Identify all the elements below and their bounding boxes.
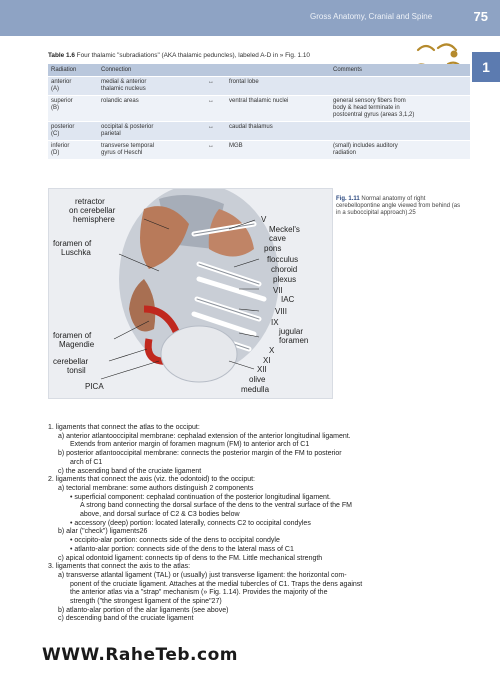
chapter-tab: 1 (472, 52, 500, 82)
label-foramen: foramen (279, 336, 309, 345)
cell-connection-from: transverse temporal gyrus of Heschl (98, 141, 196, 160)
cell-radiation: anterior (A) (48, 77, 98, 96)
figure-caption-text: Normal anatomy of right cerebellopontine angle viewed from behind (as in a suboccipital approach).25 (336, 196, 461, 216)
label-choroid: choroid (271, 265, 298, 274)
cell-connection-arrow: ↔ (196, 122, 226, 141)
cell-connection-from: occipital & posterior parietal (98, 122, 196, 141)
label-hemisphere: hemisphere (73, 215, 115, 224)
label-foramen-luschka-1: foramen of (53, 239, 92, 248)
ligament-list (48, 424, 468, 624)
cell-radiation: inferior (D) (48, 141, 98, 160)
list-item: 3. ligaments that connect the axis to the atlas: (48, 563, 191, 571)
label-on-cerebellar: on cerebellar (69, 206, 116, 215)
list-item: c) the ascending band of the cruciate ligament (58, 467, 202, 475)
list-item: Extends from anterior margin of foramen magnum (FM) to anterior arch of C1 (70, 441, 310, 449)
cell-comments (330, 122, 470, 141)
list-item: the anterior atlas via a "strap" mechanism (» Fig. 1.14). Provides the majority of the (70, 589, 328, 597)
list-item: 2. ligaments that connect the axis (viz. the odontoid) to the occiput: (48, 476, 256, 484)
cell-connection-arrow: ↔ (196, 77, 226, 96)
label-meckels: Meckel's (269, 225, 300, 234)
list-item: • atlanto-alar portion: connects side of the dens to the lateral mass of C1 (70, 545, 294, 553)
label-v: V (261, 215, 267, 224)
list-item: c) apical odontoid ligament: connects tip of dens to the FM. Little mechanical strength (58, 554, 323, 562)
cell-comments: (small) includes auditory radiation (330, 141, 470, 160)
list-item: a) tectorial membrane: some authors distinguish 2 components (58, 484, 254, 492)
list-item: a) transverse atlantal ligament (TAL) or (usually) just transverse ligament: the horizontal com- (58, 571, 347, 579)
label-foramen-magendie-1: foramen of (53, 331, 92, 340)
col-connection: Connection (98, 64, 196, 77)
label-xi: XI (263, 356, 271, 365)
label-flocculus: flocculus (267, 255, 299, 264)
label-jugular: jugular (279, 327, 304, 336)
list-item: b) atlanto-alar portion of the alar ligaments (see above) (58, 606, 229, 614)
list-item: A strong band connecting the dorsal surface of the dens to the ventral surface of the FM (80, 502, 352, 510)
cell-connection-from: rolandic areas (98, 96, 196, 122)
col-radiation: Radiation (48, 64, 98, 77)
cell-connection-to: MGB (226, 141, 330, 160)
list-item: ponent of the cruciate ligament. Attaches at the medial tubercles of C1. Traps the dens against (70, 580, 363, 588)
label-xii: XII (257, 365, 267, 374)
cell-connection-to: frontal lobe (226, 77, 330, 96)
list-item: above, and dorsal surface of C2 & C3 bodies below (80, 511, 240, 519)
thalamic-table (48, 52, 470, 159)
list-item: • superficial component: cephalad continuation of the posterior longitudinal ligament. (70, 493, 331, 501)
label-cave: cave (269, 234, 286, 243)
page-number: 75 (473, 9, 488, 24)
cell-radiation: posterior (C) (48, 122, 98, 141)
logo-text: RAHETEB (398, 96, 434, 102)
cell-comments (330, 77, 470, 96)
cell-radiation: superior (B) (48, 96, 98, 122)
list-item: b) alar ("check") ligaments26 (58, 528, 148, 536)
list-item: strength ("the strongest ligament of the spine"27) (70, 598, 222, 606)
page-header (0, 0, 500, 36)
figure-caption-label: Fig. 1.11 (336, 196, 360, 202)
cell-comments: general sensory fibers from body & head terminate in postcentral gyrus (areas 3,1,2) (330, 96, 470, 122)
label-cerebellar: cerebellar (53, 357, 89, 366)
label-foramen-magendie-2: Magendie (59, 340, 95, 349)
label-iac: IAC (281, 295, 295, 304)
cell-connection-to: ventral thalamic nuclei (226, 96, 330, 122)
label-plexus: plexus (273, 275, 297, 284)
table-row (48, 122, 470, 141)
label-x: X (269, 346, 275, 355)
label-pica: PICA (85, 382, 104, 391)
cell-connection-from: medial & anterior thalamic nucleus (98, 77, 196, 96)
anatomy-figure (48, 188, 333, 399)
label-vii: VII (273, 286, 283, 295)
label-ix: IX (271, 318, 279, 327)
list-item: b) posterior atlantooccipital membrane: connects the posterior margin of the FM to posterior (58, 450, 342, 458)
cell-connection-arrow: ↔ (196, 96, 226, 122)
list-item: a) anterior atlantooccipital membrane: cephalad extension of the anterior longitudinal ligament. (58, 432, 351, 440)
table-body (48, 77, 470, 160)
label-pons: pons (264, 244, 282, 253)
running-title: Gross Anatomy, Cranial and Spine (310, 12, 433, 21)
table-caption-label: Table 1.6 (48, 52, 75, 59)
list-item: arch of C1 (70, 458, 103, 466)
label-medulla: medulla (241, 385, 270, 394)
table-caption (48, 52, 470, 62)
table-caption-text: Four thalamic "subradiations" (AKA thalamic peduncles), labeled A-D in » Fig. 1.10 (76, 52, 310, 59)
col-comments: Comments (330, 64, 470, 77)
label-foramen-luschka-2: Luschka (61, 248, 91, 257)
list-item: c) descending band of the cruciate ligament (58, 615, 194, 623)
label-tonsil: tonsil (67, 366, 86, 375)
list-item: • accessory (deep) portion: located laterally, connects C2 to occipital condyles (70, 519, 311, 527)
list-item: 1. ligaments that connect the atlas to the occiput: (48, 424, 200, 431)
label-olive: olive (249, 375, 266, 384)
table-row (48, 141, 470, 160)
footer-url[interactable]: WWW.RaheTeb.com (42, 645, 238, 665)
table-row (48, 77, 470, 96)
label-retractor: retractor (75, 197, 105, 206)
label-viii: VIII (275, 307, 288, 316)
cell-connection-arrow: ↔ (196, 141, 226, 160)
list-item: • occipito-alar portion: connects side of the dens to occipital condyle (70, 537, 280, 545)
table-row (48, 96, 470, 122)
figure-caption (336, 196, 466, 217)
cell-connection-to: caudal thalamus (226, 122, 330, 141)
